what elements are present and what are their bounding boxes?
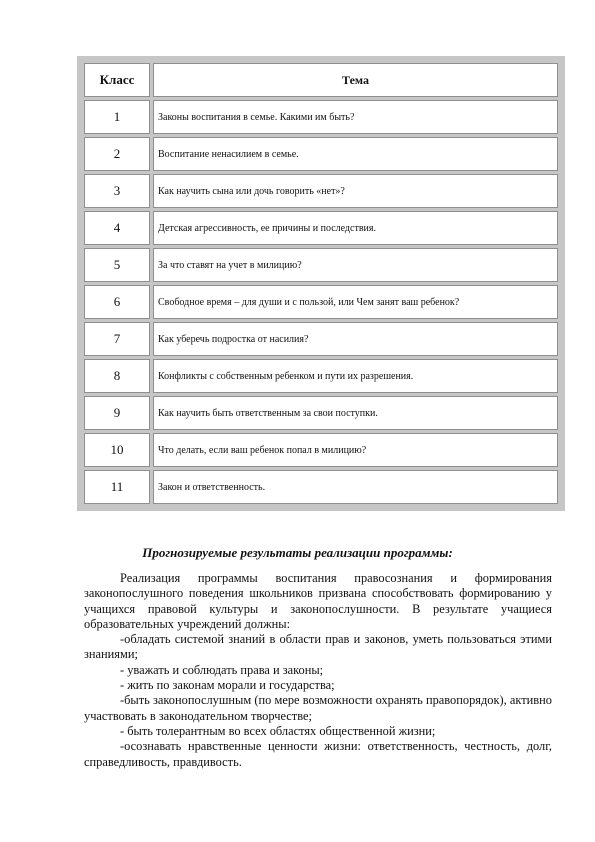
row-topic: Как научить сына или дочь говорить «нет»? bbox=[153, 174, 558, 208]
intro-paragraph: Реализация программы воспитания правосознания и формирования законопослушного поведения школьников призвана способствовать формированию у учащихся правовой культуры и законопослушности. В результате учащиеся образовательных учреждений должны: bbox=[84, 571, 552, 631]
row-class-number: 8 bbox=[84, 359, 150, 393]
row-topic: Воспитание ненасилием в семье. bbox=[153, 137, 558, 171]
row-topic: Закон и ответственность. bbox=[153, 470, 558, 504]
table-row bbox=[84, 359, 558, 393]
topics-table bbox=[81, 60, 561, 507]
table-row bbox=[84, 285, 558, 319]
section-title: Прогнозируемые результаты реализации программы: bbox=[142, 545, 453, 560]
row-class-number: 9 bbox=[84, 396, 150, 430]
table-row bbox=[84, 211, 558, 245]
row-class-number: 7 bbox=[84, 322, 150, 356]
row-class-number: 3 bbox=[84, 174, 150, 208]
row-topic: Что делать, если ваш ребенок попал в милицию? bbox=[153, 433, 558, 467]
results-body bbox=[84, 571, 552, 770]
row-topic: Законы воспитания в семье. Какими им быть? bbox=[153, 100, 558, 134]
row-topic: За что ставят на учет в милицию? bbox=[153, 248, 558, 282]
table-row bbox=[84, 174, 558, 208]
header-topic: Тема bbox=[153, 63, 558, 97]
row-topic: Как научить быть ответственным за свои поступки. bbox=[153, 396, 558, 430]
list-item: - быть толерантным во всех областях общественной жизни; bbox=[120, 723, 436, 738]
row-class-number: 2 bbox=[84, 137, 150, 171]
list-item: - уважать и соблюдать права и законы; bbox=[120, 662, 324, 677]
row-class-number: 10 bbox=[84, 433, 150, 467]
row-topic: Детская агрессивность, ее причины и последствия. bbox=[153, 211, 558, 245]
row-class-number: 6 bbox=[84, 285, 150, 319]
table-header-row bbox=[84, 63, 558, 97]
list-item: -обладать системой знаний в области прав и законов, уметь пользоваться этими знаниями; bbox=[84, 632, 552, 662]
row-class-number: 1 bbox=[84, 100, 150, 134]
row-topic: Конфликты с собственным ребенком и пути их разрешения. bbox=[153, 359, 558, 393]
row-topic: Как уберечь подростка от насилия? bbox=[153, 322, 558, 356]
table-row bbox=[84, 100, 558, 134]
row-topic: Свободное время – для души и с пользой, или Чем занят ваш ребенок? bbox=[153, 285, 558, 319]
table-row bbox=[84, 248, 558, 282]
table-row bbox=[84, 433, 558, 467]
list-item: -осознавать нравственные ценности жизни: ответственность, честность, долг, справедливость, правдивость. bbox=[84, 739, 552, 769]
row-class-number: 5 bbox=[84, 248, 150, 282]
table-row bbox=[84, 137, 558, 171]
header-class: Класс bbox=[84, 63, 150, 97]
table-row bbox=[84, 470, 558, 504]
topics-table-frame bbox=[77, 56, 565, 511]
row-class-number: 11 bbox=[84, 470, 150, 504]
table-row bbox=[84, 322, 558, 356]
row-class-number: 4 bbox=[84, 211, 150, 245]
list-item: -быть законопослушным (по мере возможности охранять правопорядок), активно участвовать в законодательном творчестве; bbox=[84, 693, 552, 723]
table-row bbox=[84, 396, 558, 430]
list-item: - жить по законам морали и государства; bbox=[120, 678, 335, 693]
